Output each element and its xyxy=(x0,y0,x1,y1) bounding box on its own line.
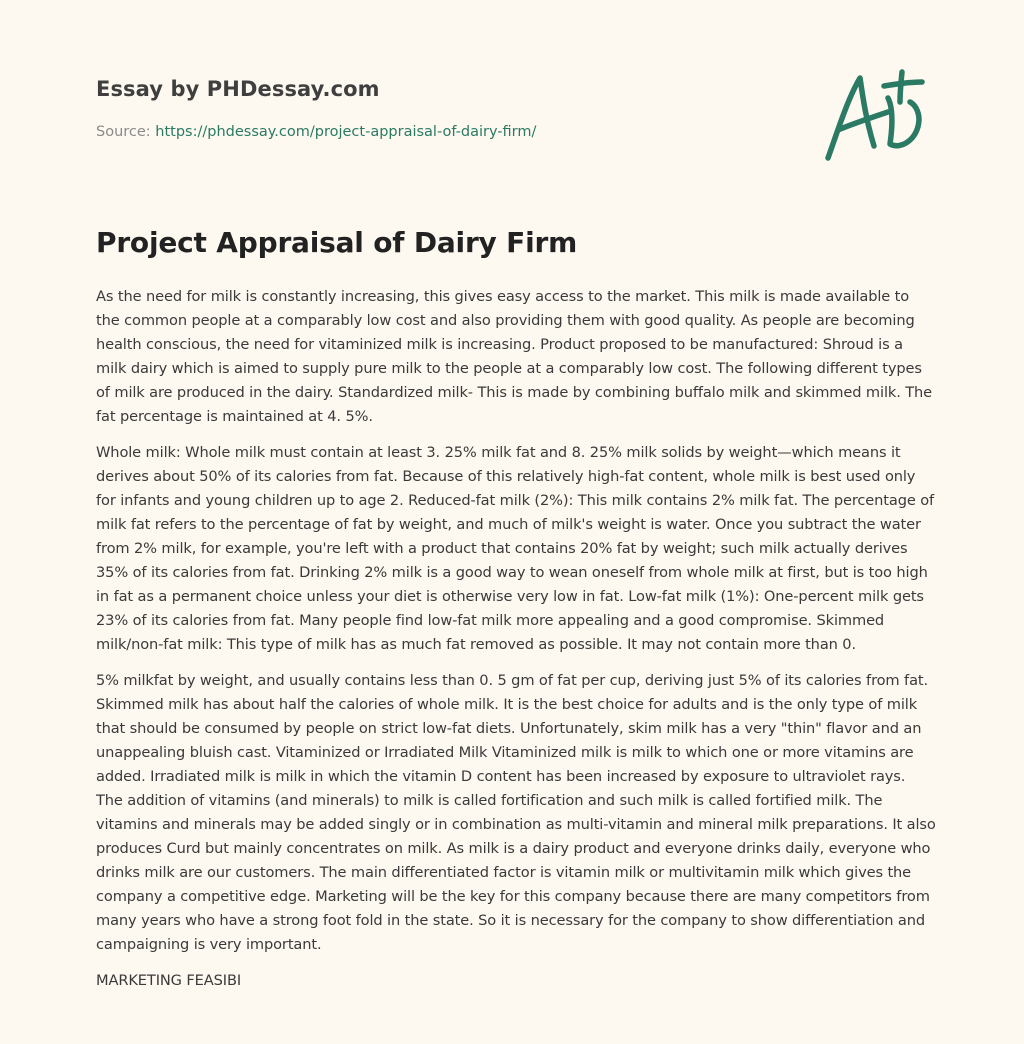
essay-body xyxy=(96,285,936,1005)
essay-paragraph: MARKETING FEASIBI xyxy=(96,972,242,989)
source-link[interactable]: https://phdessay.com/project-appraisal-of-dairy-firm/ xyxy=(155,124,537,140)
a-plus-logo-icon xyxy=(818,68,930,168)
source-label: Source: xyxy=(96,124,156,140)
source-line xyxy=(96,124,536,140)
essay-paragraph: Whole milk: Whole milk must contain at least 3. 25% milk fat and 8. 25% milk solids by weight—which means it derives about 50% of its calories from fat. Because of this relatively high-fat content, whole milk is best used only for infants and young children up to age 2. Reduced-fat milk (2%): This milk contains 2% milk fat. The percentage of milk fat refers to the percentage of fat by weight, and much of milk's weight is water. Once you subtract the water from 2% milk, for example, you're left with a product that contains 20% fat by weight; such milk actually derives 35% of its calories from fat. Drinking 2% milk is a good way to wean oneself from whole milk at first, but is too high in fat as a permanent choice unless your diet is otherwise very low in fat. Low-fat milk (1%): One-percent milk gets 23% of its calories from fat. Many people find low-fat milk more appealing and a good compromise. Skimmed milk/non-fat milk: This type of milk has as much fat removed as possible. It may not contain more than 0. xyxy=(96,444,935,653)
essay-paragraph: As the need for milk is constantly increasing, this gives easy access to the market. This milk is made available to the common people at a comparably low cost and also providing them with good quality. As people are becoming health conscious, the need for vitaminized milk is increasing. Product proposed to be manufactured: Shroud is a milk dairy which is aimed to supply pure milk to the people at a comparably low cost. The following different types of milk are produced in the dairy. Standardized milk- This is made by combining buffalo milk and skimmed milk. The fat percentage is maintained at 4. 5%. xyxy=(96,288,933,425)
site-brand: Essay by PHDessay.com xyxy=(96,77,380,101)
essay-paragraph: 5% milkfat by weight, and usually contains less than 0. 5 gm of fat per cup, deriving just 5% of its calories from fat. Skimmed milk has about half the calories of whole milk. It is the best choice for adults and is the only type of milk that should be consumed by people on strict low-fat diets. Unfortunately, skim milk has a very "thin" flavor and an unappealing bluish cast. Vitaminized or Irradiated Milk Vitaminized milk is milk to which one or more vitamins are added. Irradiated milk is milk in which the vitamin D content has been increased by exposure to ultraviolet rays. The addition of vitamins (and minerals) to milk is called fortification and such milk is called fortified milk. The vitamins and minerals may be added singly or in combination as multi-vitamin and mineral milk preparations. It also produces Curd but mainly concentrates on milk. As milk is a dairy product and everyone drinks daily, everyone who drinks milk are our customers. The main differentiated factor is vitamin milk or multivitamin milk which gives the company a competitive edge. Marketing will be the key for this company because there are many competitors from many years who have a strong foot fold in the state. So it is necessary for the company to show differentiation and campaigning is very important. xyxy=(96,672,936,953)
essay-title: Project Appraisal of Dairy Firm xyxy=(96,226,578,259)
